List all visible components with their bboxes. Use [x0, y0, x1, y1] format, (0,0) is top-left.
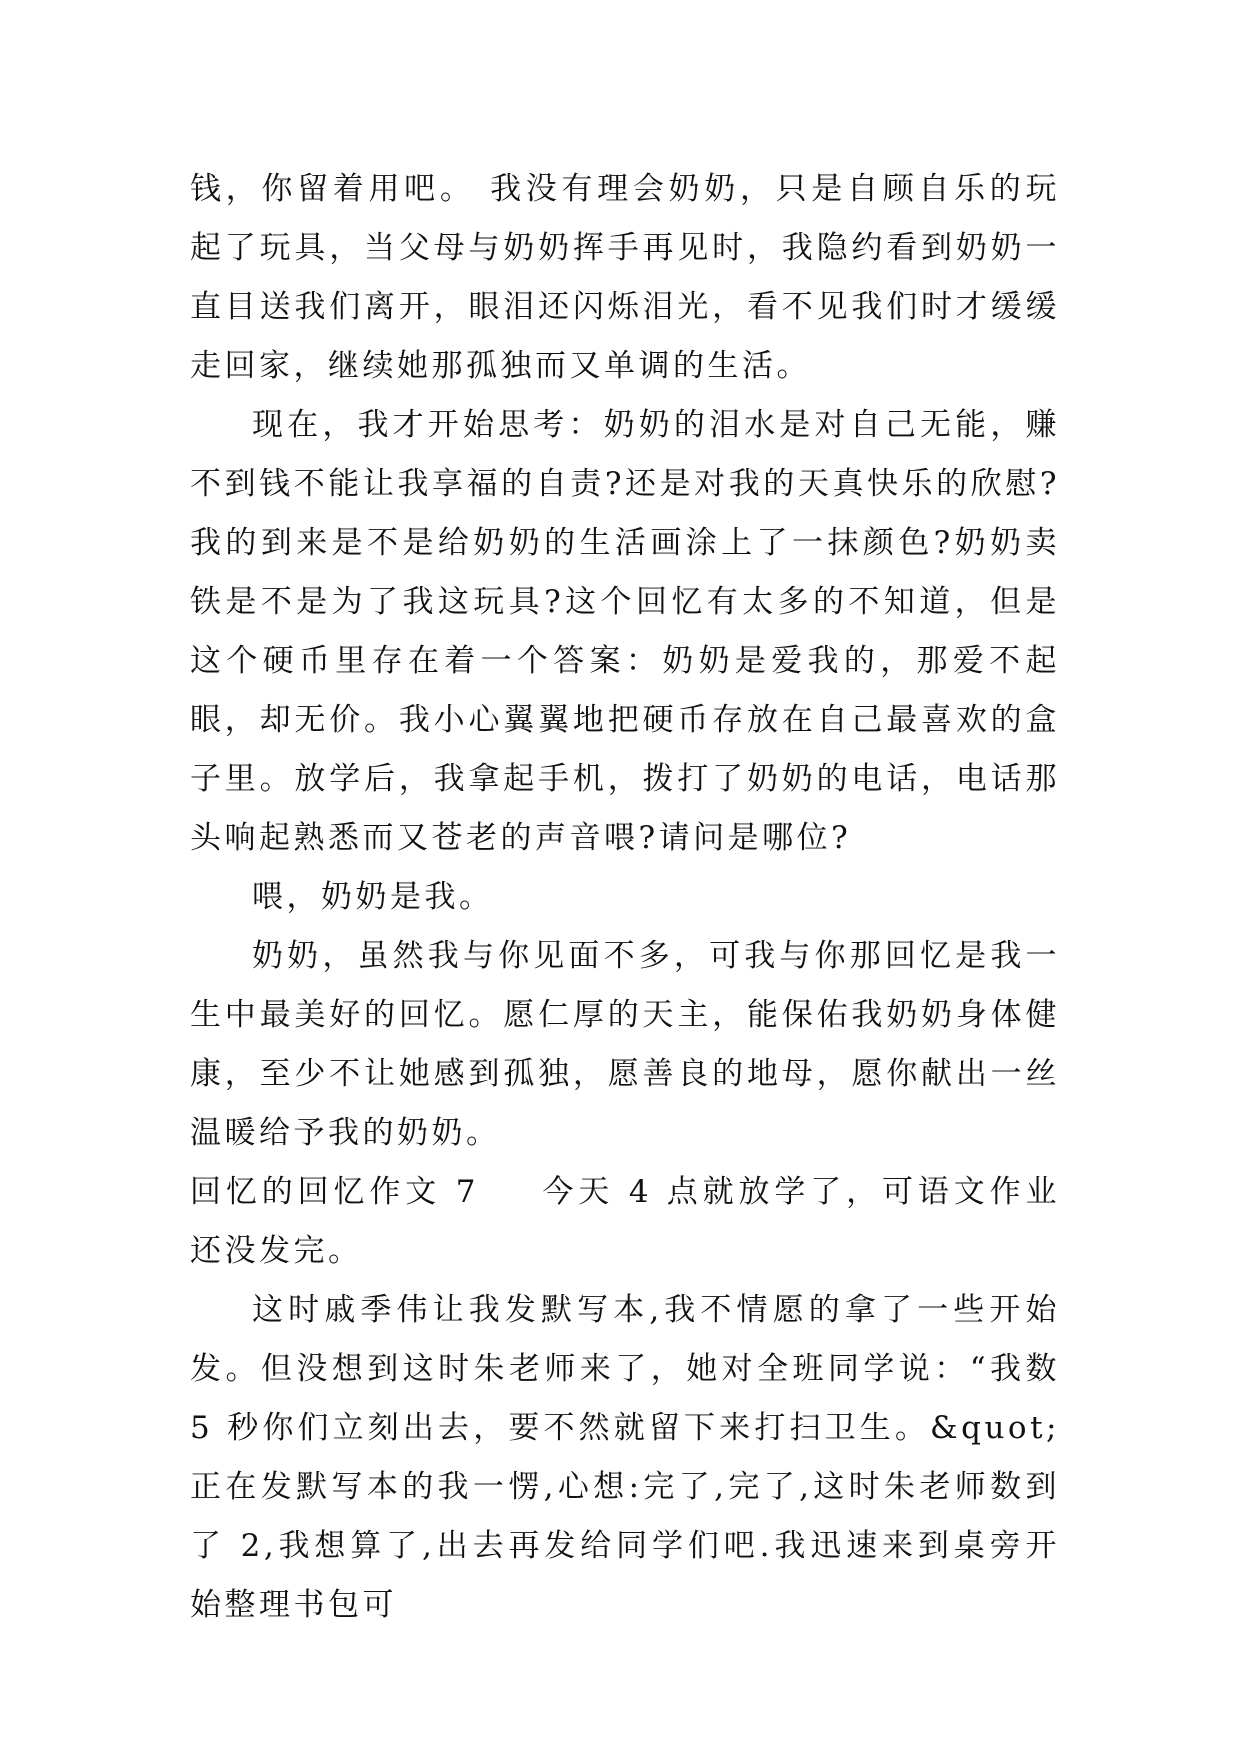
- paragraph-wish: 奶奶，虽然我与你见面不多，可我与你那回忆是我一生中最美好的回忆。愿仁厚的天主，能保佑我奶奶身体健康，至少不让她感到孤独，愿善良的地母，愿你献出一丝温暖给予我的奶奶。: [190, 938, 1060, 1151]
- section-lead: 今天 4 点就放学了，可语文作业还没发完。: [190, 1174, 1060, 1269]
- paragraph-reflection: 现在，我才开始思考：奶奶的泪水是对自己无能，赚不到钱不能让我享福的自责?还是对我的天真快乐的欣慰?我的到来是不是给奶奶的生活画涂上了一抹颜色?奶奶卖铁是不是为了我这玩具?这个回忆有太多的不知道，但是这个硬币里存在着一个答案：奶奶是爱我的，那爱不起眼，却无价。我小心翼翼地把硬币存放在自己最喜欢的盒子里。放学后，我拿起手机，拨打了奶奶的电话，电话那头响起熟悉而又苍老的声音喂?请问是哪位?: [190, 407, 1060, 856]
- paragraph-greeting: 喂，奶奶是我。: [252, 879, 494, 915]
- paragraph-classroom: 这时戚季伟让我发默写本,我不情愿的拿了一些开始发。但没想到这时朱老师来了，她对全班同学说：“我数 5 秒你们立刻出去，要不然就留下来打扫卫生。&quot;正在发默写本的我一愣,心想:完了,完了,这时朱老师数到了 2,我想算了,出去再发给同学们吧.我迅速来到桌旁开始整理书包可: [190, 1292, 1060, 1623]
- paragraph-continued: 钱，你留着用吧。 我没有理会奶奶，只是自顾自乐的玩起了玩具，当父母与奶奶挥手再见时，我隐约看到奶奶一直目送我们离开，眼泪还闪烁泪光，看不见我们时才缓缓走回家，继续她那孤独而又单调的生活。: [190, 171, 1060, 384]
- document-body: [190, 160, 1060, 1635]
- section-heading-line: [190, 1163, 1060, 1281]
- section-title: 回忆的回忆作文 7: [190, 1174, 480, 1210]
